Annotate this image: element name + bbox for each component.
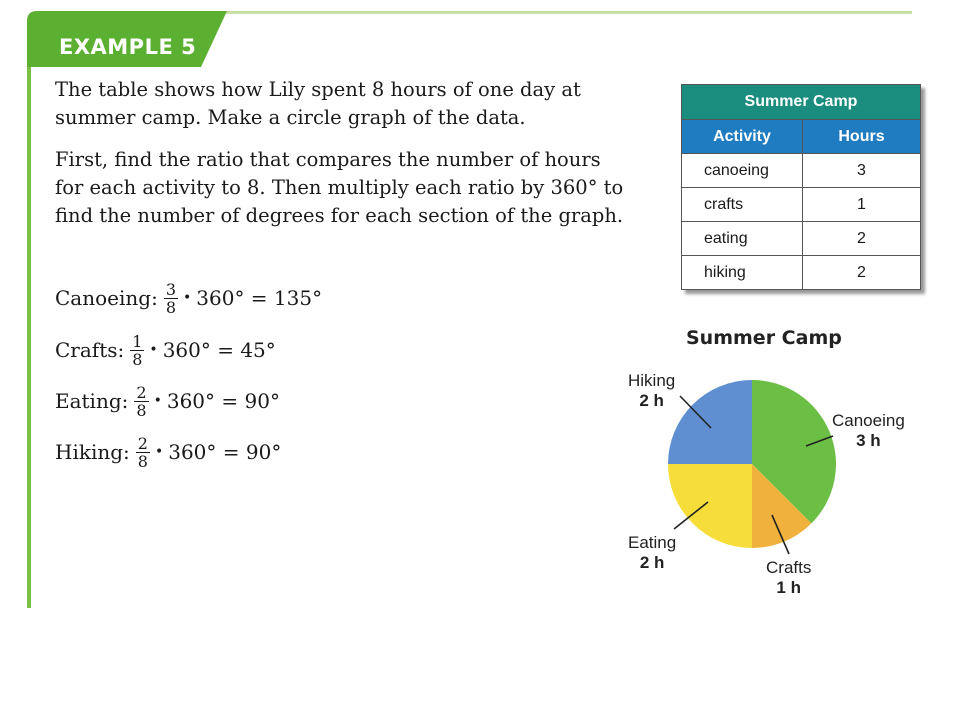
multiply-dot: • — [154, 444, 164, 460]
equation-rhs: 360° = 45° — [162, 338, 276, 362]
fraction — [164, 281, 178, 316]
slice-label-hiking — [628, 371, 675, 411]
hours-cell: 1 — [803, 188, 921, 222]
activity-cell: canoeing — [682, 154, 803, 188]
pie-slice-hiking — [668, 380, 752, 464]
multiply-dot: • — [183, 290, 192, 306]
equation-label: Hiking: — [55, 440, 130, 464]
equation-hiking — [55, 432, 281, 472]
equation-label: Crafts: — [55, 338, 125, 362]
slice-value: 3 h — [856, 431, 881, 450]
chart-title: Summer Camp — [686, 327, 842, 349]
slice-value: 1 h — [776, 578, 801, 597]
fraction-denominator: 8 — [132, 349, 143, 369]
example-label: EXAMPLE 5 — [59, 35, 197, 59]
table-caption: Summer Camp — [682, 85, 921, 120]
table-row — [682, 154, 921, 188]
multiply-dot: • — [149, 342, 158, 358]
activity-cell: crafts — [682, 188, 803, 222]
equation-label: Canoeing: — [55, 286, 158, 310]
table-row — [682, 256, 921, 290]
pie-slices — [668, 380, 836, 548]
pie-slice-eating — [668, 464, 752, 548]
slice-name: Hiking — [628, 371, 676, 390]
equation-label: Eating: — [55, 389, 129, 413]
slice-label-eating — [628, 533, 676, 573]
equation-crafts — [55, 330, 276, 370]
fraction-numerator: 3 — [165, 279, 176, 299]
slice-name: Canoeing — [832, 411, 905, 430]
equation-rhs: 360° = 135° — [196, 286, 323, 310]
fraction — [134, 384, 148, 419]
table-row — [682, 222, 921, 256]
multiply-dot: • — [153, 393, 162, 409]
table-row — [682, 188, 921, 222]
equation-rhs: 360° = 90° — [168, 440, 282, 464]
fraction-denominator: 8 — [165, 297, 176, 317]
slice-value: 2 h — [639, 391, 664, 410]
activity-cell: eating — [682, 222, 803, 256]
hours-cell: 2 — [803, 222, 921, 256]
fraction-numerator: 2 — [136, 382, 147, 402]
slice-label-crafts — [766, 558, 811, 598]
activity-cell: hiking — [682, 256, 803, 290]
equation-eating — [55, 381, 280, 421]
left-rule — [27, 66, 31, 608]
problem-intro: The table shows how Lily spent 8 hours of one day at summer camp. Make a circle graph of the data. — [55, 78, 581, 129]
table-header-hours: Hours — [803, 120, 921, 154]
equation-canoeing — [55, 278, 322, 318]
example-tab — [27, 11, 227, 67]
fraction — [136, 435, 150, 470]
problem-method: First, find the ratio that compares the number of hours for each activity to 8. Then multiply each ratio by 360° to find the number of degrees for each section of the graph. — [55, 148, 624, 227]
top-rule — [222, 11, 912, 14]
fraction — [130, 333, 144, 368]
hours-cell: 2 — [803, 256, 921, 290]
equation-rhs: 360° = 90° — [166, 389, 280, 413]
fraction-denominator: 8 — [136, 400, 147, 420]
fraction-numerator: 1 — [132, 331, 143, 351]
slice-name: Crafts — [766, 558, 812, 577]
slice-label-canoeing — [832, 411, 905, 451]
summer-camp-table — [681, 84, 921, 290]
hours-cell: 3 — [803, 154, 921, 188]
slice-value: 2 h — [639, 553, 665, 572]
fraction-denominator: 8 — [137, 451, 148, 471]
slice-name: Eating — [628, 533, 677, 552]
fraction-numerator: 2 — [137, 433, 148, 453]
table-header-activity: Activity — [682, 120, 803, 154]
